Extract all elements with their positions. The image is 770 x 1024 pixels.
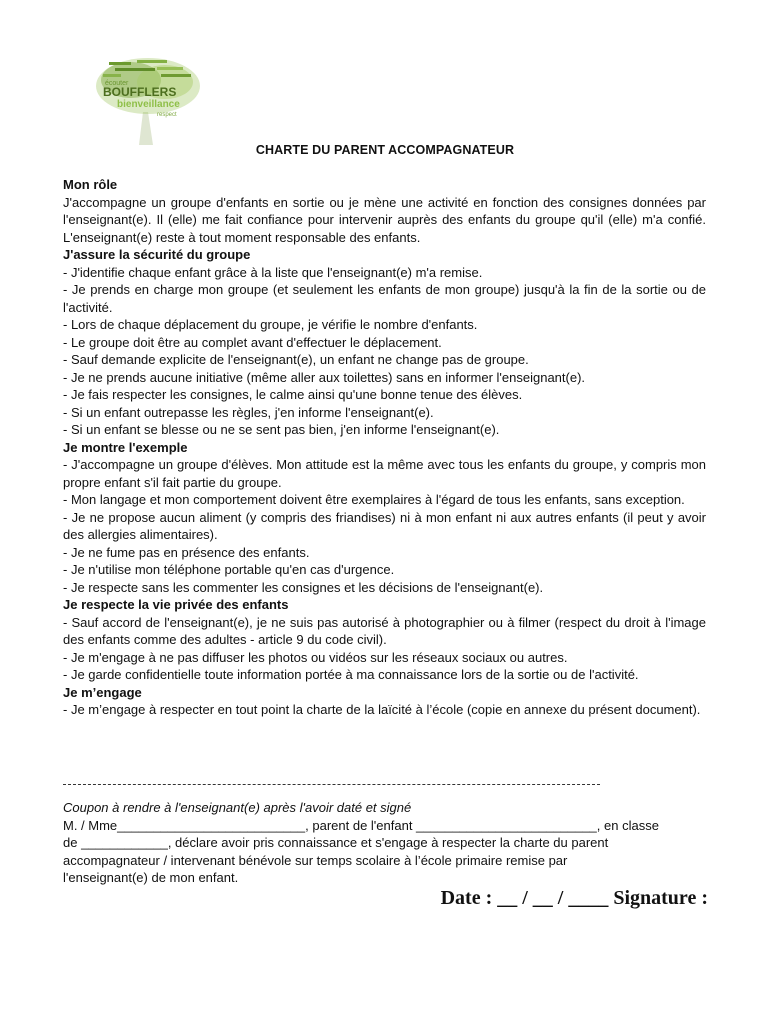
date-signature-line: Date : __ / __ / ____ Signature : (440, 887, 708, 909)
privacy-item: - Je garde confidentielle toute information portée à ma connaissance lors de la sortie ou de l'activité. (63, 667, 639, 682)
coupon-line-class: de ____________, déclare avoir pris connaissance et s'engage à respecter la charte du parent (63, 835, 609, 850)
example-item: - J'accompagne un groupe d'élèves. Mon attitude est la même avec tous les enfants du groupe, y compris mon propre enfant s'il fait partie du groupe. (63, 457, 706, 490)
document-title: CHARTE DU PARENT ACCOMPAGNATEUR (255, 143, 515, 157)
logo-word-boufflers: BOUFFLERS (103, 85, 177, 99)
example-item: - Je ne propose aucun aliment (y compris des friandises) ni à mon enfant ni aux autres enfants (il peut y avoir des allergies alimentaires). (63, 509, 706, 542)
example-item: - Je respecte sans les commenter les consignes et les décisions de l'enseignant(e). (63, 579, 544, 595)
section-heading-example: Je montre l'exemple (63, 439, 188, 455)
coupon-section (63, 799, 706, 887)
privacy-item: - Je m'engage à ne pas diffuser les photos ou vidéos sur les réseaux sociaux ou autres. (63, 649, 568, 665)
tree-word-cloud-image (91, 52, 205, 145)
logo-word-ecouter: écouter (105, 80, 129, 87)
safety-item: - Je ne prends aucune initiative (même aller aux toilettes) sans en informer l'enseignant(e). (63, 369, 586, 385)
logo-word-bienveillance: bienveillance (117, 99, 180, 110)
role-text: J'accompagne un groupe d'enfants en sortie ou je mène une activité en fonction des consignes données par l'enseignant(e). Il (elle) me fait confiance pour intervenir auprès des enfants du groupe qu'il (elle) m'a confié. L'enseignant(e) reste à tout moment responsable des enfants. (63, 194, 706, 245)
safety-item: - Le groupe doit être au complet avant d'effectuer le déplacement. (63, 334, 442, 350)
school-logo (91, 52, 205, 145)
safety-item: - J'identifie chaque enfant grâce à la liste que l'enseignant(e) m'a remise. (63, 264, 483, 280)
safety-item: - Si un enfant outrepasse les règles, j'en informe l'enseignant(e). (63, 404, 434, 420)
safety-item: - Je prends en charge mon groupe (et seulement les enfants de mon groupe) jusqu'à la fin de la sortie ou de l'activité. (63, 282, 706, 315)
coupon-title: Coupon à rendre à l'enseignant(e) après l'avoir daté et signé (63, 800, 412, 815)
safety-item: - Si un enfant se blesse ou ne se sent pas bien, j'en informe l'enseignant(e). (63, 422, 500, 437)
safety-item: - Je fais respecter les consignes, le calme ainsi qu'une bonne tenue des élèves. (63, 387, 523, 402)
coupon-line-teacher: l'enseignant(e) de mon enfant. (63, 870, 239, 885)
privacy-item: - Sauf accord de l'enseignant(e), je ne suis pas autorisé à photographier ou à filmer (respect du droit à l'image des enfants comme des adultes - article 9 du code civil). (63, 614, 706, 647)
charter-body (63, 176, 706, 719)
section-heading-safety: J'assure la sécurité du groupe (63, 247, 251, 262)
section-heading-commitment: Je m’engage (63, 684, 142, 700)
logo-word-respect: respect (157, 112, 177, 118)
cut-line-divider (63, 784, 600, 785)
coupon-line-volunteer: accompagnateur / intervenant bénévole sur temps scolaire à l’école primaire remise par (63, 852, 568, 868)
safety-item: - Lors de chaque déplacement du groupe, je vérifie le nombre d'enfants. (63, 317, 478, 332)
coupon-line-name: M. / Mme__________________________, parent de l'enfant _________________________, en classe (63, 817, 659, 833)
example-item: - Je ne fume pas en présence des enfants. (63, 544, 310, 560)
section-heading-privacy: Je respecte la vie privée des enfants (63, 597, 289, 612)
safety-item: - Sauf demande explicite de l'enseignant(e), un enfant ne change pas de groupe. (63, 352, 529, 367)
example-item: - Mon langage et mon comportement doivent être exemplaires à l'égard de tous les enfants, sans exception. (63, 492, 685, 507)
commitment-item: - Je m’engage à respecter en tout point la charte de la laïcité à l’école (copie en annexe du présent document). (63, 702, 701, 717)
example-item: - Je n'utilise mon téléphone portable qu'en cas d'urgence. (63, 562, 395, 577)
section-heading-role: Mon rôle (63, 177, 118, 192)
